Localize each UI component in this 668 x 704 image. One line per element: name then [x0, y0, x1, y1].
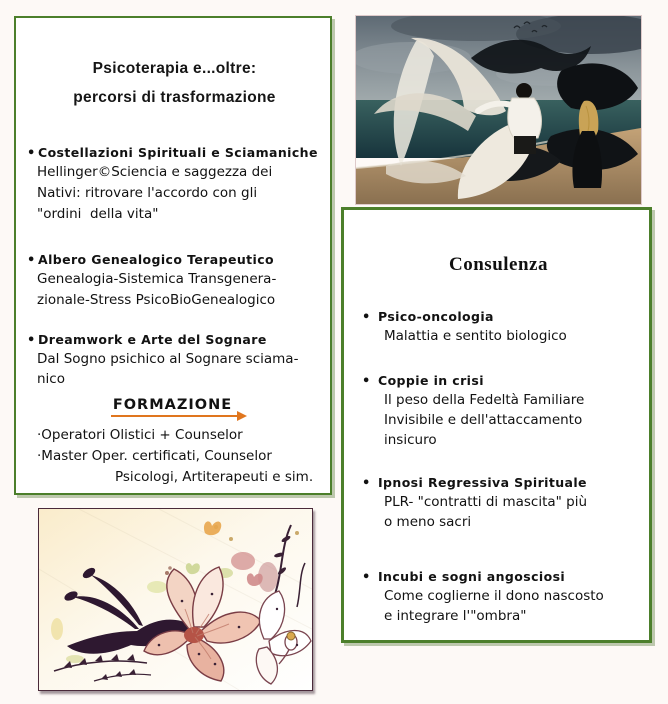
body-line: Genealogia-Sistemica Transgenera-	[37, 271, 277, 287]
bullet-icon: •	[27, 253, 36, 268]
body-line: Il peso della Fedeltà Familiare	[384, 392, 585, 408]
consulenza-body	[384, 326, 643, 346]
consulenza-item-ipnosi	[360, 474, 643, 532]
consulenza-heading: Incubi e sogni angosciosi	[378, 569, 566, 584]
title-line-2: percorsi di trasformazione	[73, 89, 276, 106]
body-line: o meno sacri	[384, 514, 472, 530]
body-line: nico	[37, 371, 65, 387]
program-body	[37, 269, 326, 311]
body-line: insicuro	[384, 432, 437, 448]
program-item-costellazioni	[27, 144, 326, 225]
body-line: Invisibile e dell'attaccamento	[384, 412, 583, 428]
bullet-icon: •	[362, 476, 371, 491]
consulenza-item-coppie	[360, 372, 643, 450]
title-line-1: Psicoterapia e...oltre:	[92, 60, 257, 77]
body-line: Dal Sogno psichico al Sognare sciama-	[37, 351, 299, 367]
program-heading: Albero Genealogico Terapeutico	[38, 252, 275, 267]
page-title	[23, 18, 326, 112]
beach-dance-photo	[355, 15, 642, 205]
consulenza-heading: Psico-oncologia	[378, 309, 494, 324]
consulenza-item-incubi	[360, 568, 643, 626]
consulenza-body	[384, 492, 643, 532]
bullet-icon: •	[27, 146, 36, 161]
programs-panel	[14, 16, 332, 495]
formazione-heading: FORMAZIONE	[111, 397, 238, 417]
beach-photo-art	[356, 16, 641, 204]
flower-art	[39, 509, 312, 690]
body-line: PLR- "contratti di mascita" più	[384, 494, 588, 510]
program-item-dreamwork	[27, 331, 326, 389]
body-line: Come coglierne il dono nascosto	[384, 588, 604, 604]
formazione-line: ·Master Oper. certificati, Counselor	[37, 448, 272, 464]
consulenza-heading: Coppie in crisi	[378, 373, 484, 388]
program-item-albero	[27, 251, 326, 311]
program-body	[37, 162, 326, 225]
program-heading: Dreamwork e Arte del Sognare	[38, 332, 267, 347]
flower-illustration	[38, 508, 313, 691]
bullet-icon: •	[27, 333, 36, 348]
consulenza-heading: Ipnosi Regressiva Spirituale	[378, 475, 587, 490]
program-heading: Costellazioni Spirituali e Sciamaniche	[38, 145, 318, 160]
program-body	[37, 349, 326, 389]
body-line: zionale-Stress PsicoBioGenealogico	[37, 292, 276, 308]
bullet-icon: •	[362, 570, 371, 585]
formazione-lines	[37, 425, 326, 488]
consulenza-body	[384, 390, 643, 450]
consulenza-item-psico-oncologia	[360, 308, 643, 346]
body-line: Hellinger©Sciencia e saggezza dei	[37, 164, 273, 180]
formazione-line: ·Operatori Olistici + Counselor	[37, 427, 243, 443]
body-line: e integrare l'"ombra"	[384, 608, 527, 624]
consulenza-body	[384, 586, 643, 626]
bullet-icon: •	[362, 310, 371, 325]
bullet-icon: •	[362, 374, 371, 389]
body-line: Nativi: ritrovare l'accordo con gli	[37, 185, 258, 201]
formazione-section	[23, 394, 326, 488]
formazione-line: Psicologi, Artiterapeuti e sim.	[115, 469, 314, 485]
consulenza-panel	[341, 207, 652, 643]
body-line: "ordini della vita"	[37, 206, 159, 222]
consulenza-title: Consulenza	[449, 254, 548, 275]
body-line: Malattia e sentito biologico	[384, 328, 567, 344]
